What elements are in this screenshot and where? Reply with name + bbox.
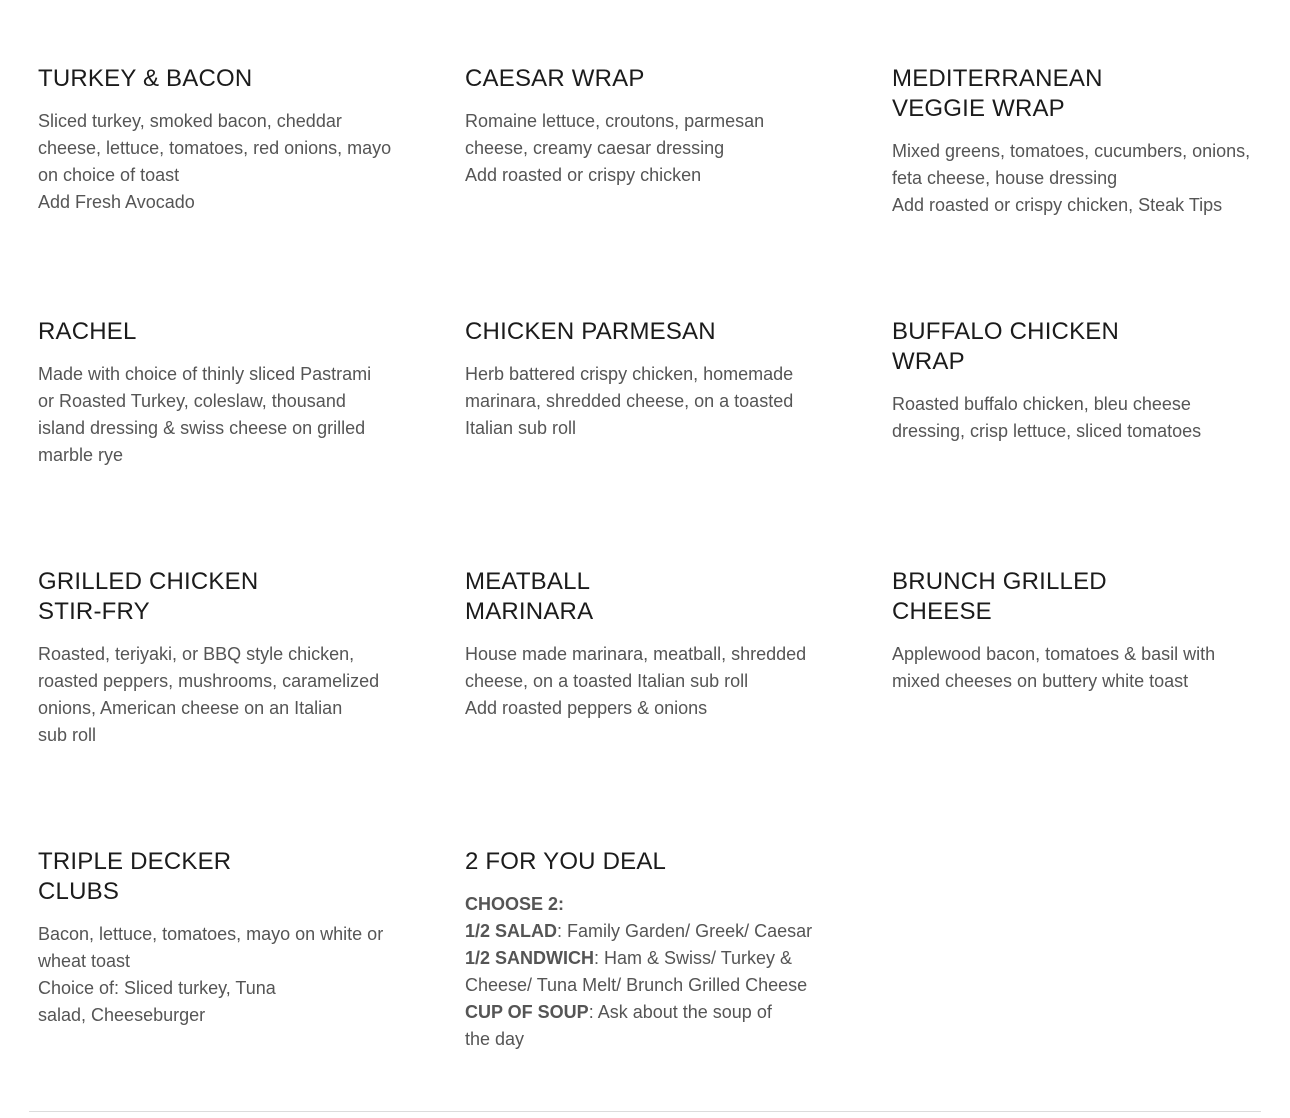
menu-item-triple-decker-clubs (38, 847, 398, 1029)
menu-item-meatball-marinara (465, 567, 825, 722)
item-description: Romaine lettuce, croutons, parmesan cheese, creamy caesar dressing Add roasted or crispy chicken (465, 111, 765, 185)
menu-item-2-for-you-deal (465, 847, 845, 1053)
item-title: BRUNCH GRILLED CHEESE (892, 568, 1107, 625)
item-title: GRILLED CHICKEN STIR-FRY (38, 568, 259, 625)
deal-line: CUP OF SOUP: Ask about the soup of (465, 1002, 772, 1022)
deal-line: 1/2 SALAD: Family Garden/ Greek/ Caesar (465, 921, 813, 941)
item-title: TRIPLE DECKER CLUBS (38, 848, 232, 905)
deal-description (465, 891, 845, 1053)
deal-line: 1/2 SANDWICH: Ham & Swiss/ Turkey & (465, 948, 793, 968)
item-title: MEATBALL MARINARA (465, 568, 594, 625)
item-title: 2 FOR YOU DEAL (465, 848, 667, 875)
item-title: CHICKEN PARMESAN (465, 318, 716, 345)
item-description: Roasted buffalo chicken, bleu cheese dressing, crisp lettuce, sliced tomatoes (892, 394, 1202, 441)
item-description: Roasted, teriyaki, or BBQ style chicken, roasted peppers, mushrooms, caramelized onions, American cheese on an Italian sub roll (38, 644, 380, 745)
deal-line: Cheese/ Tuna Melt/ Brunch Grilled Cheese (465, 975, 808, 995)
menu-item-chicken-parmesan (465, 317, 825, 442)
menu-item-turkey-bacon (38, 64, 398, 216)
item-title: RACHEL (38, 318, 137, 345)
item-description: House made marinara, meatball, shredded cheese, on a toasted Italian sub roll Add roasted peppers & onions (465, 644, 807, 718)
footer-divider (29, 1111, 1261, 1112)
deal-line: CHOOSE 2: (465, 894, 565, 914)
menu-item-caesar-wrap (465, 64, 825, 189)
menu-item-buffalo-chicken-wrap (892, 317, 1272, 445)
item-title: CAESAR WRAP (465, 65, 645, 92)
item-description: Mixed greens, tomatoes, cucumbers, onions, feta cheese, house dressing Add roasted or crispy chicken, Steak Tips (892, 141, 1251, 215)
item-title: MEDITERRANEAN VEGGIE WRAP (892, 65, 1103, 122)
item-description: Sliced turkey, smoked bacon, cheddar cheese, lettuce, tomatoes, red onions, mayo on choice of toast Add Fresh Avocado (38, 111, 392, 212)
item-description: Herb battered crispy chicken, homemade marinara, shredded cheese, on a toasted Italian sub roll (465, 364, 794, 438)
item-title: BUFFALO CHICKEN WRAP (892, 318, 1120, 375)
item-description: Made with choice of thinly sliced Pastrami or Roasted Turkey, coleslaw, thousand island dressing & swiss cheese on grilled marble rye (38, 364, 372, 465)
item-description: Applewood bacon, tomatoes & basil with mixed cheeses on buttery white toast (892, 644, 1216, 691)
menu-item-mediterranean-veggie-wrap (892, 64, 1272, 219)
menu-item-rachel (38, 317, 398, 469)
menu-item-grilled-chicken-stir-fry (38, 567, 398, 749)
menu-item-brunch-grilled-cheese (892, 567, 1272, 695)
deal-line: the day (465, 1029, 525, 1049)
item-description: Bacon, lettuce, tomatoes, mayo on white or wheat toast Choice of: Sliced turkey, Tuna salad, Cheeseburger (38, 924, 384, 1025)
item-title: TURKEY & BACON (38, 65, 253, 92)
